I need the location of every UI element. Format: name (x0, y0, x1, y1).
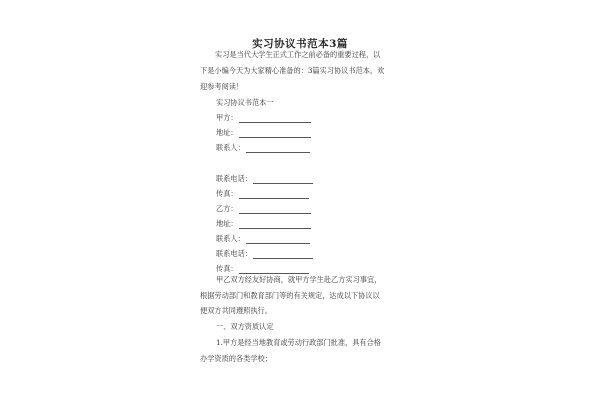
agreement-subtitle: 实习协议书范本一 (216, 98, 274, 107)
item1-line-2: 办学资质的各类学校； (200, 354, 272, 363)
fill-in-blank (239, 115, 311, 123)
field-contact-b (216, 234, 310, 244)
fill-in-blank (239, 266, 309, 274)
fill-in-blank (239, 206, 311, 214)
fill-in-blank (253, 251, 313, 259)
body-line-3: 便双方共同遵照执行。 (200, 306, 272, 315)
field-label: 传真： (216, 189, 238, 198)
field-label: 联系电话： (216, 249, 252, 258)
body-line-1: 甲乙双方经友好协商，就甲方学生赴乙方实习事宜， (216, 275, 382, 284)
fill-in-blank (239, 221, 311, 229)
field-phone-a (216, 174, 313, 184)
intro-line-3: 迎参考阅读！ (200, 82, 244, 91)
field-label: 乙方： (216, 204, 238, 213)
field-fax-a (216, 189, 309, 199)
field-label: 联系人： (216, 234, 245, 243)
field-address-a (216, 128, 311, 138)
field-label: 地址： (216, 219, 238, 228)
intro-line-1: 实习是当代大学生正式工作之前必备的重要过程，以 (215, 50, 381, 59)
field-label: 甲方： (216, 113, 238, 122)
document-title: 实习协议书范本3篇 (252, 38, 348, 50)
field-label: 地址： (216, 128, 238, 137)
fill-in-blank (239, 130, 311, 138)
field-address-b (216, 219, 311, 229)
field-label: 联系人： (216, 143, 245, 152)
fill-in-blank (246, 236, 310, 244)
field-label: 传真： (216, 264, 238, 273)
body-line-2: 根据劳动部门和教育部门等的有关规定，达成以下协议以 (200, 291, 380, 300)
fill-in-blank (239, 191, 309, 199)
field-label: 联系电话： (216, 174, 252, 183)
fill-in-blank (253, 176, 313, 184)
field-contact-a (216, 143, 310, 153)
item1-line-1: 1.甲方是经当地教育或劳动行政部门批准，具有合格 (216, 338, 381, 347)
field-fax-b (216, 264, 309, 274)
intro-line-2: 下是小编今天为大家精心准备的：3篇实习协议书范本，欢 (200, 66, 385, 75)
fill-in-blank (246, 145, 310, 153)
field-phone-b (216, 249, 313, 259)
field-party-a (216, 113, 311, 123)
field-party-b (216, 204, 311, 214)
section-heading: 一、双方资质认定 (216, 322, 274, 331)
